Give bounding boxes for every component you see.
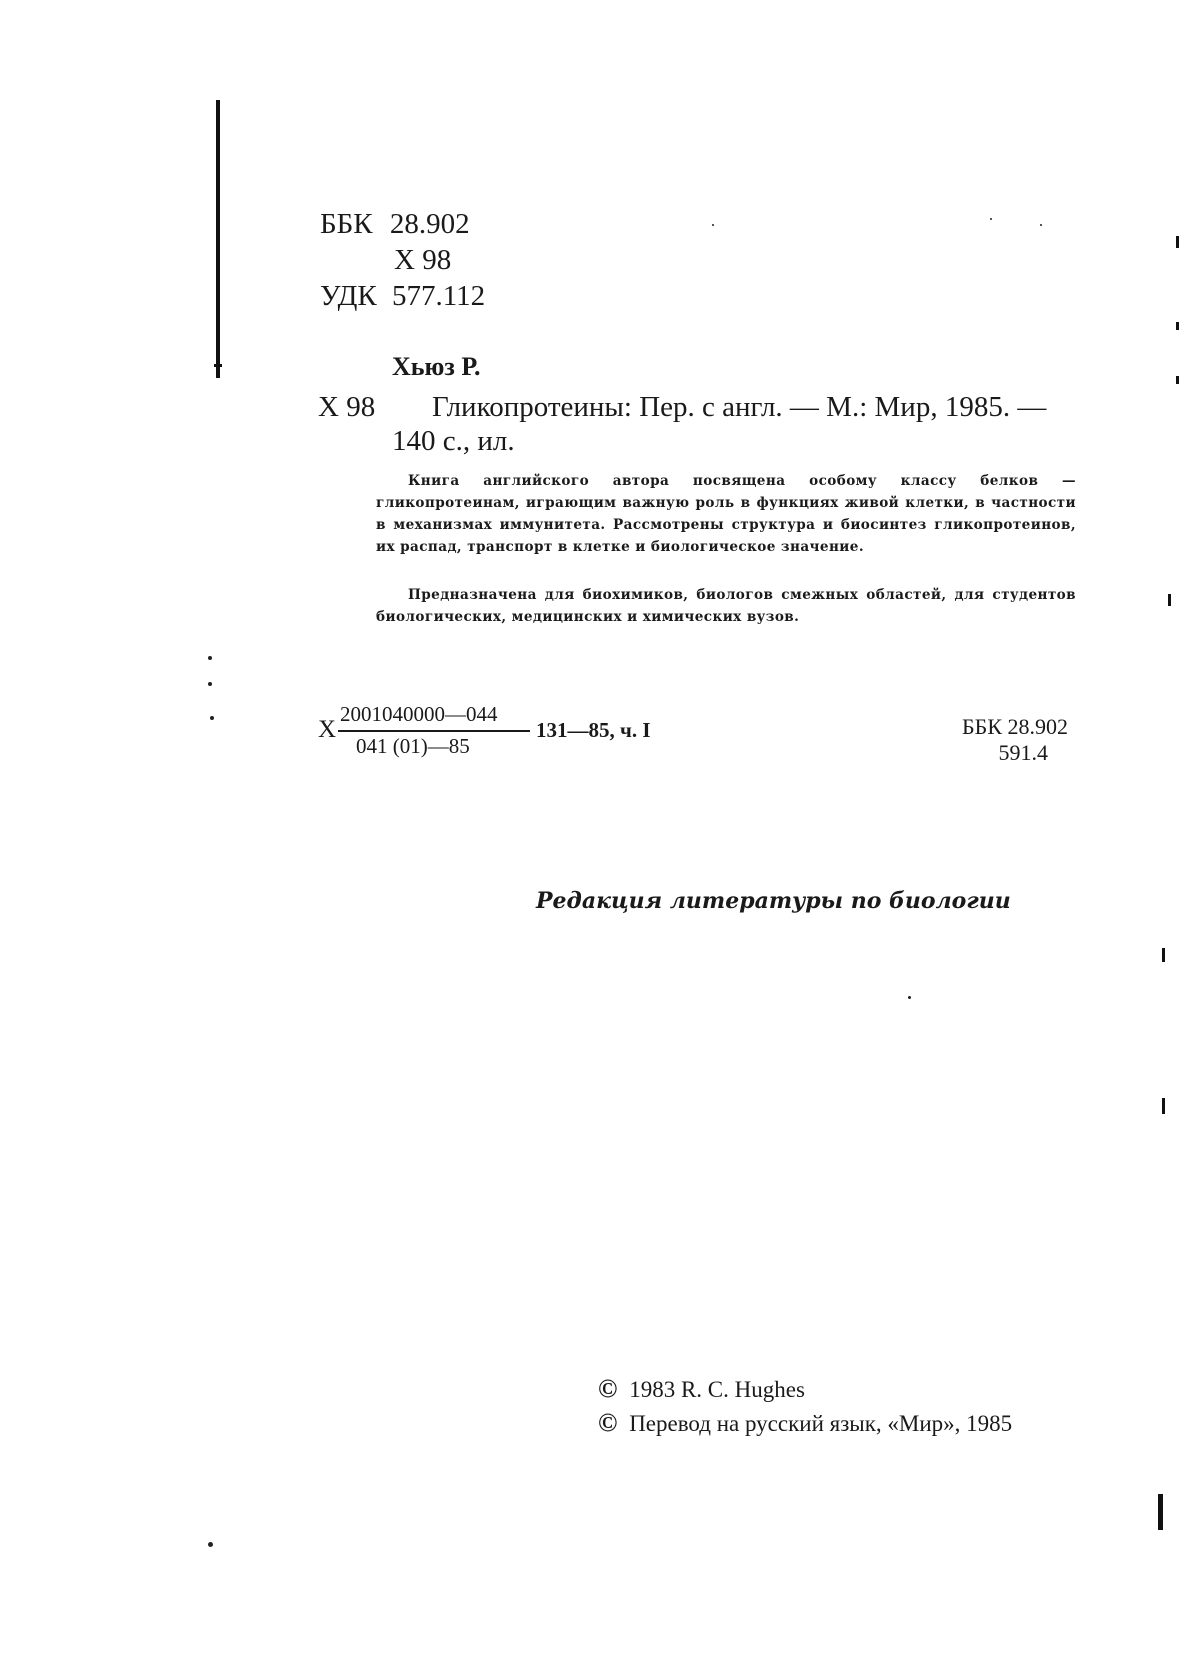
scan-speck: [208, 1542, 213, 1547]
title-line-2: 140 с., ил.: [392, 425, 515, 457]
formula-bar: [338, 730, 530, 732]
copyright-text-1: 1983 R. C. Hughes: [629, 1377, 805, 1402]
formula-denominator: 041 (01)—85: [356, 734, 470, 758]
scan-margin-mark: [1176, 322, 1179, 330]
bbk-right-line1: ББК 28.902: [962, 714, 1068, 739]
scan-speck: [712, 224, 714, 226]
bbk-right-line2: 591.4: [998, 740, 1048, 765]
bbk-right-block: [920, 714, 1068, 766]
bbk-code: 28.902: [389, 208, 470, 240]
scan-margin-mark: [1158, 1494, 1163, 1530]
scan-speck: [1040, 224, 1042, 226]
scan-margin-mark: [1168, 594, 1171, 606]
copyright-line-2: [598, 1408, 1012, 1438]
udk-line: [320, 278, 485, 314]
edition-note: Редакция литературы по биологии: [536, 888, 1011, 914]
scan-speck: [208, 682, 212, 686]
scan-speck: [990, 218, 992, 220]
abstract-audience: Предназначена для биохимиков, биологов смежных областей, для студентов биологических, медицинских и химических вузов.: [376, 587, 1076, 625]
abstract-summary: Книга английского автора посвящена особому классу белков — гликопротеинам, играющим важную роль в функциях живой клетки, в частности в механизмах иммунитета. Рассмотрены структура и биосинтез гликопротеинов, их распад, транспорт в клетке и биологическое значение.: [376, 473, 1076, 555]
record-mark: Х 98: [318, 391, 376, 423]
copyright-symbol: ©: [598, 1374, 618, 1403]
scan-margin-mark: [1176, 236, 1179, 248]
formula-numerator: 2001040000—044: [340, 702, 498, 726]
scan-margin-mark: [1176, 376, 1179, 384]
title-line-1: Гликопротеины: Пер. с англ. — М.: Мир, 1985. —: [432, 391, 1047, 423]
author-name: Хьюз Р.: [392, 352, 481, 381]
scan-speck: [908, 996, 911, 999]
udk-code: 577.112: [391, 280, 486, 312]
scan-margin-mark: [1162, 948, 1165, 962]
udk-label: УДК: [320, 280, 377, 312]
bbk-label: ББК: [320, 208, 373, 240]
bbk-line: [320, 206, 470, 242]
scan-edge-tick: [214, 364, 222, 367]
scan-margin-mark: [1162, 1098, 1165, 1114]
copyright-text-2: Перевод на русский язык, «Мир», 1985: [629, 1411, 1013, 1436]
author-mark: Х 98: [394, 244, 452, 276]
scan-edge-line: [216, 100, 220, 378]
formula-prefix: Х: [318, 716, 337, 743]
copyright-symbol: ©: [598, 1408, 618, 1437]
formula-suffix: 131—85, ч. I: [536, 718, 651, 742]
scan-speck: [210, 716, 214, 720]
scan-speck: [208, 656, 212, 660]
copyright-line-1: [598, 1374, 805, 1404]
